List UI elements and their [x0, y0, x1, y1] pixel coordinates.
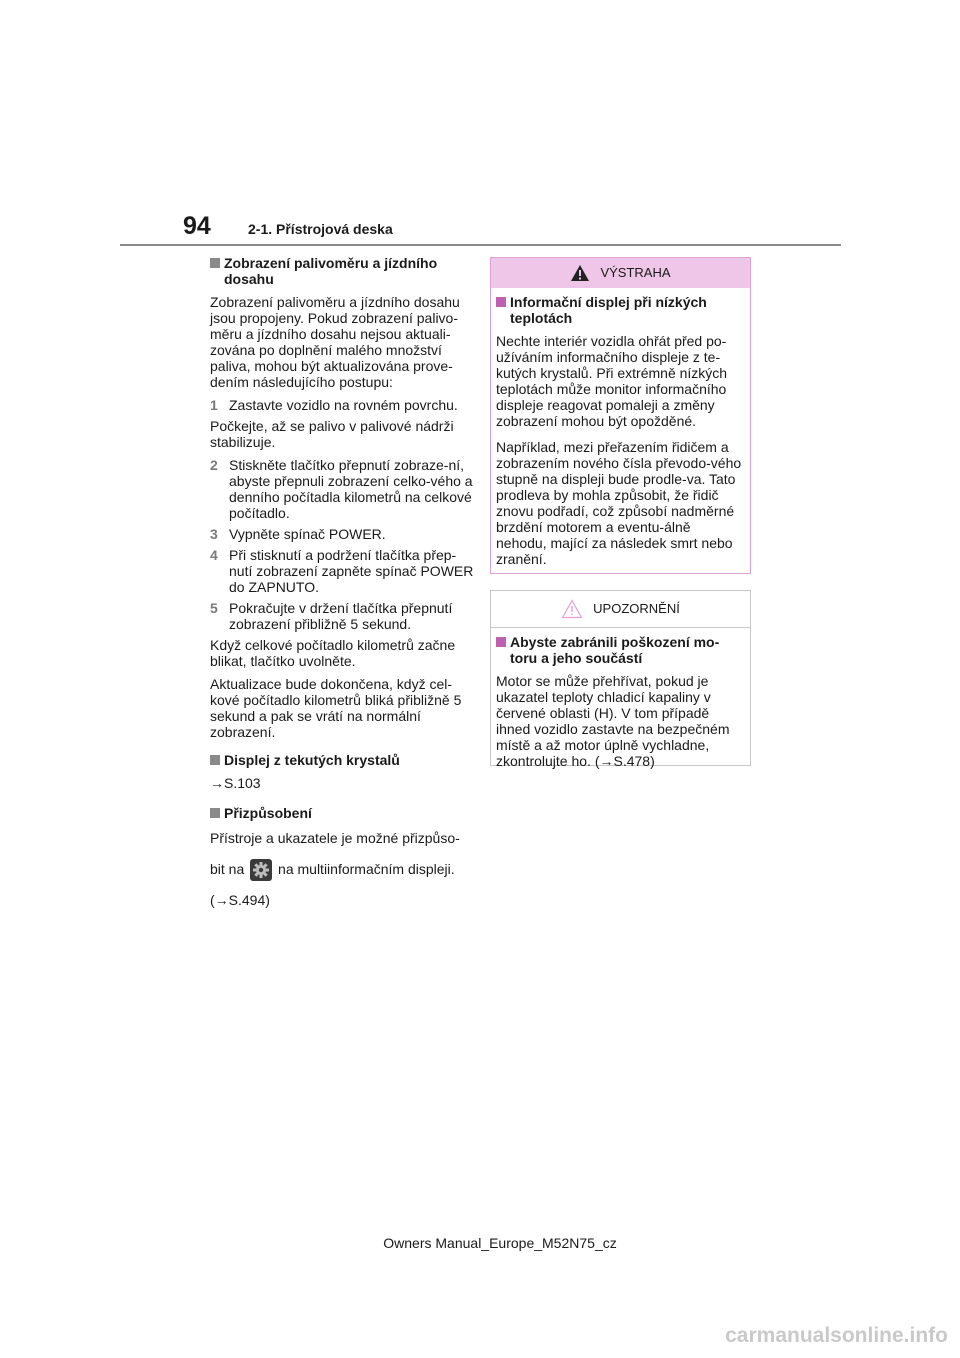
step-number: 1 [210, 397, 218, 413]
header-rule [120, 244, 841, 246]
heading-lcd: Displej z tekutých krystalů [210, 752, 474, 768]
warning-header: VÝSTRAHA [491, 258, 750, 288]
gear-line: bit na na multiinformačním displeji. [210, 856, 474, 882]
bullet-square-icon [210, 755, 220, 765]
bullet-square-icon [210, 808, 220, 818]
page-number: 94 [183, 212, 211, 240]
paragraph-intro: Zobrazení palivoměru a jízdního dosahu jsou propojeny. Pokud zobrazení palivo-měru a jízdního dosahu nejsou aktuali-zována po doplnění malého množství paliva, mohou být aktualizována prove-dením následujícího postupu: [210, 294, 460, 390]
step-number: 3 [210, 526, 218, 542]
paragraph-update: Aktualizace bude dokončena, když cel-kové počítadlo kilometrů bliká přibližně 5 sekund a pak se vrátí na normální zobrazení. [210, 676, 462, 740]
page-reference-link[interactable]: →S.103 [210, 775, 261, 791]
step-item [210, 526, 474, 542]
warning-box [490, 257, 751, 574]
step-item [210, 457, 474, 521]
step-number: 4 [210, 547, 218, 563]
bullet-square-icon [496, 637, 506, 647]
caution-box [490, 590, 751, 769]
step-item [210, 397, 474, 413]
page-reference-link[interactable]: (→S.494) [210, 892, 270, 908]
caution-body [491, 628, 750, 769]
warning-heading: Informační displej při nízkých teplotách [496, 294, 744, 326]
step-text: Stiskněte tlačítko přepnutí zobraze-ní, abyste přepnuli zobrazení celko-vého a denního počítadla kilometrů na celkové počítadlo. [229, 457, 473, 521]
section-title: 2-1. Přístrojová deska [248, 221, 393, 237]
warning-paragraph: Například, mezi přeřazením řidičem a zobrazením nového čísla převodo-vého stupně na displeji bude prodle-va. Tato prodleva by mohla způsobit, že řidič znovu podřadí, což způsobí nadměrné brzdění motorem a eventu-álně nehodu, mající za následek smrt nebo zranění. [496, 439, 742, 567]
step-number: 2 [210, 457, 218, 473]
step-item [210, 547, 474, 595]
step-number: 5 [210, 600, 218, 616]
caution-paragraph: Motor se může přehřívat, pokud je ukazatel teploty chladicí kapaliny v červené oblasti (H). V tom případě ihned vozidlo zastavte na bezpečném místě a až motor úplně vychladne, zkontrolujte ho. (→S.478) [496, 673, 730, 769]
heading-fuel-range: Zobrazení palivoměru a jízdního dosahu [210, 255, 474, 287]
paragraph-release: Když celkové počítadlo kilometrů začne blikat, tlačítko uvolněte. [210, 637, 456, 669]
paragraph-wait: Počkejte, až se palivo v palivové nádrži stabilizuje. [210, 418, 454, 450]
bullet-square-icon [496, 297, 506, 307]
heading-customization: Přizpůsobení [210, 805, 474, 821]
warning-paragraph: Nechte interiér vozidla ohřát před po-užíváním informačního displeje z te-kutých krystalů. Při extrémně nízkých teplotách může monitor informačního displeje reagovat pomaleji a změny zobrazení mohou být opožděné. [496, 333, 728, 429]
caution-heading: Abyste zabránili poškození mo-toru a jeho součástí [496, 634, 744, 666]
left-column [210, 255, 474, 915]
step-text: Zastavte vozidlo na rovném povrchu. [229, 397, 458, 413]
bullet-square-icon [210, 258, 220, 268]
warning-body [491, 288, 750, 567]
footer-manual-id: Owners Manual_Europe_M52N75_cz [383, 1235, 617, 1251]
watermark: carmanualsonline.info [725, 1324, 948, 1347]
step-text: Pokračujte v držení tlačítka přepnutí zobrazení přibližně 5 sekund. [229, 600, 453, 632]
caution-header: UPOZORNĚNÍ [491, 591, 750, 628]
step-text: Při stisknutí a podržení tlačítka přep-nutí zobrazení zapněte spínač POWER do ZAPNUTO. [229, 547, 474, 595]
footer [0, 1234, 960, 1252]
caution-triangle-icon [561, 599, 583, 619]
paragraph-customization: Přístroje a ukazatele je možné přizpůso- [210, 830, 460, 846]
gear-icon [250, 859, 272, 881]
step-text: Vypněte spínač POWER. [229, 526, 386, 542]
warning-triangle-icon [570, 264, 590, 282]
step-item [210, 600, 474, 632]
